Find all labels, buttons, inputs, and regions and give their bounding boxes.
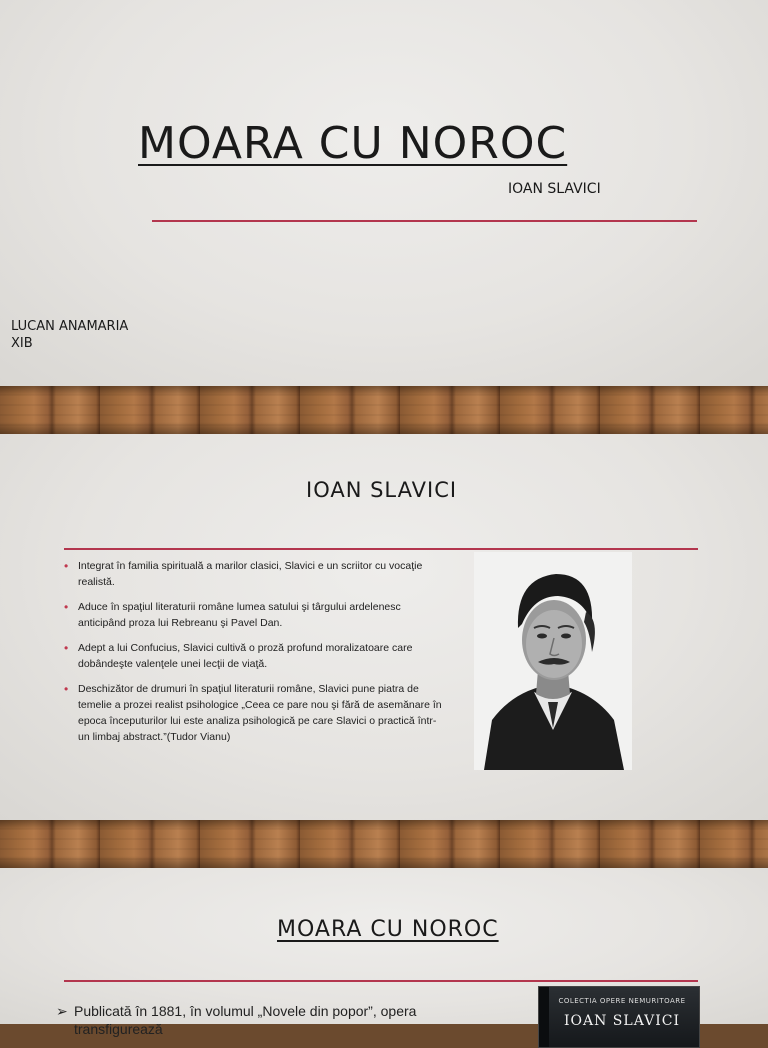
slide-2-title: IOAN SLAVICI [306, 478, 458, 502]
wood-floor-divider-2 [0, 820, 768, 868]
arrow-bullet-icon: ➢ [56, 1003, 68, 1019]
author-class: XIB [11, 336, 33, 351]
author-block [11, 318, 128, 352]
slide-1-divider [152, 220, 697, 222]
book-series-label: COLECTIA OPERE NEMURITOARE [558, 997, 686, 1005]
slide-title [0, 0, 768, 386]
wood-floor-divider-1 [0, 386, 768, 434]
book-author-label: IOAN SLAVICI [563, 1013, 680, 1029]
novella-point-list [56, 1002, 496, 1038]
slide-3-title: MOARA CU NOROC [277, 917, 499, 942]
bullet-item: • Adept a lui Confucius, Slavici cultivă o proză profund moralizatoare care dobândeşte valenţele unei lecţii de viaţă. [62, 640, 444, 672]
slide-3-divider [64, 980, 698, 982]
book-spine [539, 987, 549, 1047]
slide-1-title: MOARA CU NOROC [138, 118, 568, 169]
bullet-item: • Aduce în spaţiul literaturii române lumea satului şi târgului ardelenesc anticipând proza lui Rebreanu şi Pavel Dan. [62, 599, 444, 631]
book-cover [538, 986, 700, 1048]
author-name: LUCAN ANAMARIA [11, 319, 129, 334]
slide-author [0, 434, 768, 820]
portrait-photo [474, 552, 632, 770]
slide-1-subtitle: IOAN SLAVICI [508, 181, 601, 197]
bullet-item: • Deschizător de drumuri în spaţiul literaturii române, Slavici pune piatra de temelie a prozei realist psihologice „Ceea ce pare nou şi fără de asemănare în epoca începuturilor lui este analiza psihologică pe care Slavici o practică într-un limbaj abstract.”(Tudor Vianu) [62, 681, 444, 745]
point-item [56, 1002, 496, 1038]
bullet-item: • Integrat în familia spirituală a marilor clasici, Slavici e un scriitor cu vocaţie realistă. [62, 558, 444, 590]
portrait-photo-icon [474, 552, 632, 770]
author-bullet-list [62, 558, 444, 754]
slide-2-divider [64, 548, 698, 550]
point-text: Publicată în 1881, în volumul „Novele din popor”, opera transfigurează [74, 1003, 417, 1037]
